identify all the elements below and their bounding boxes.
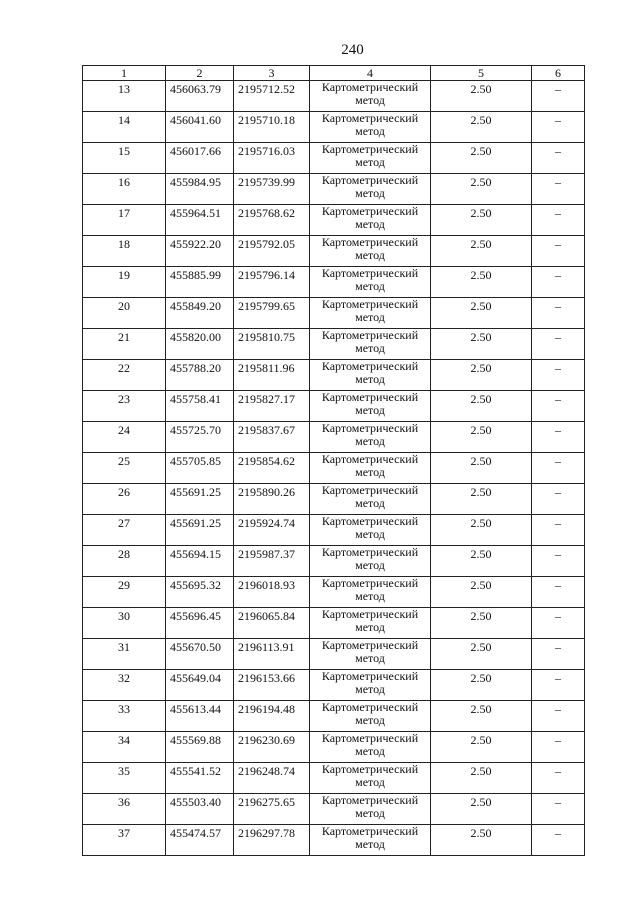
note-cell: – [532,112,585,143]
table-row [83,453,585,484]
table-row [83,143,585,174]
method-cell: Картометрический метод [310,639,431,670]
x-coordinate-cell: 455569.88 [166,732,234,763]
method-cell: Картометрический метод [310,546,431,577]
method-cell: Картометрический метод [310,112,431,143]
table-row [83,112,585,143]
point-number-cell: 30 [83,608,166,639]
y-coordinate-cell: 2195739.99 [234,174,310,205]
point-number-cell: 32 [83,670,166,701]
table-row [83,732,585,763]
table-header-row [83,66,585,81]
y-coordinate-cell: 2195768.62 [234,205,310,236]
method-cell: Картометрический метод [310,205,431,236]
accuracy-cell: 2.50 [431,453,532,484]
y-coordinate-cell: 2196248.74 [234,763,310,794]
note-cell: – [532,81,585,112]
accuracy-cell: 2.50 [431,143,532,174]
accuracy-cell: 2.50 [431,422,532,453]
method-cell: Картометрический метод [310,236,431,267]
note-cell: – [532,174,585,205]
y-coordinate-cell: 2196065.84 [234,608,310,639]
point-number-cell: 15 [83,143,166,174]
accuracy-cell: 2.50 [431,112,532,143]
table-row [83,236,585,267]
method-cell: Картометрический метод [310,825,431,856]
method-cell: Картометрический метод [310,763,431,794]
accuracy-cell: 2.50 [431,81,532,112]
method-cell: Картометрический метод [310,484,431,515]
note-cell: – [532,298,585,329]
table-row [83,174,585,205]
y-coordinate-cell: 2195837.67 [234,422,310,453]
note-cell: – [532,577,585,608]
point-number-cell: 17 [83,205,166,236]
method-cell: Картометрический метод [310,267,431,298]
accuracy-cell: 2.50 [431,701,532,732]
table-row [83,825,585,856]
accuracy-cell: 2.50 [431,763,532,794]
method-cell: Картометрический метод [310,360,431,391]
y-coordinate-cell: 2195811.96 [234,360,310,391]
method-cell: Картометрический метод [310,794,431,825]
accuracy-cell: 2.50 [431,577,532,608]
accuracy-cell: 2.50 [431,329,532,360]
table-row [83,670,585,701]
method-cell: Картометрический метод [310,143,431,174]
x-coordinate-cell: 455670.50 [166,639,234,670]
method-cell: Картометрический метод [310,453,431,484]
note-cell: – [532,422,585,453]
y-coordinate-cell: 2195827.17 [234,391,310,422]
x-coordinate-cell: 455691.25 [166,515,234,546]
point-number-cell: 28 [83,546,166,577]
point-number-cell: 16 [83,174,166,205]
y-coordinate-cell: 2196194.48 [234,701,310,732]
point-number-cell: 19 [83,267,166,298]
note-cell: – [532,329,585,360]
table-row [83,329,585,360]
accuracy-cell: 2.50 [431,360,532,391]
accuracy-cell: 2.50 [431,639,532,670]
x-coordinate-cell: 455695.32 [166,577,234,608]
note-cell: – [532,205,585,236]
x-coordinate-cell: 455725.70 [166,422,234,453]
note-cell: – [532,360,585,391]
y-coordinate-cell: 2196275.65 [234,794,310,825]
point-number-cell: 34 [83,732,166,763]
accuracy-cell: 2.50 [431,515,532,546]
x-coordinate-cell: 455503.40 [166,794,234,825]
y-coordinate-cell: 2195796.14 [234,267,310,298]
accuracy-cell: 2.50 [431,484,532,515]
point-number-cell: 29 [83,577,166,608]
note-cell: – [532,794,585,825]
method-cell: Картометрический метод [310,174,431,205]
x-coordinate-cell: 455541.52 [166,763,234,794]
table-row [83,484,585,515]
accuracy-cell: 2.50 [431,608,532,639]
note-cell: – [532,391,585,422]
y-coordinate-cell: 2196297.78 [234,825,310,856]
column-header: 3 [234,66,310,81]
method-cell: Картометрический метод [310,298,431,329]
method-cell: Картометрический метод [310,515,431,546]
y-coordinate-cell: 2195710.18 [234,112,310,143]
note-cell: – [532,453,585,484]
x-coordinate-cell: 455788.20 [166,360,234,391]
x-coordinate-cell: 455849.20 [166,298,234,329]
x-coordinate-cell: 455984.95 [166,174,234,205]
point-number-cell: 24 [83,422,166,453]
table-row [83,267,585,298]
method-cell: Картометрический метод [310,732,431,763]
coordinates-table [82,65,585,856]
table-row [83,515,585,546]
point-number-cell: 20 [83,298,166,329]
point-number-cell: 13 [83,81,166,112]
y-coordinate-cell: 2195987.37 [234,546,310,577]
table-row [83,422,585,453]
table-row [83,608,585,639]
y-coordinate-cell: 2195799.65 [234,298,310,329]
x-coordinate-cell: 455696.45 [166,608,234,639]
column-header: 1 [83,66,166,81]
y-coordinate-cell: 2196153.66 [234,670,310,701]
note-cell: – [532,608,585,639]
note-cell: – [532,546,585,577]
x-coordinate-cell: 455649.04 [166,670,234,701]
note-cell: – [532,267,585,298]
table-row [83,639,585,670]
point-number-cell: 37 [83,825,166,856]
x-coordinate-cell: 455820.00 [166,329,234,360]
method-cell: Картометрический метод [310,608,431,639]
note-cell: – [532,639,585,670]
column-header: 6 [532,66,585,81]
accuracy-cell: 2.50 [431,732,532,763]
accuracy-cell: 2.50 [431,205,532,236]
point-number-cell: 23 [83,391,166,422]
table-row [83,81,585,112]
point-number-cell: 33 [83,701,166,732]
point-number-cell: 18 [83,236,166,267]
table-row [83,298,585,329]
note-cell: – [532,143,585,174]
table-row [83,205,585,236]
note-cell: – [532,484,585,515]
page-number: 240 [341,42,364,58]
y-coordinate-cell: 2195810.75 [234,329,310,360]
note-cell: – [532,515,585,546]
x-coordinate-cell: 455705.85 [166,453,234,484]
method-cell: Картометрический метод [310,329,431,360]
y-coordinate-cell: 2195792.05 [234,236,310,267]
table-row [83,577,585,608]
column-header: 5 [431,66,532,81]
x-coordinate-cell: 455691.25 [166,484,234,515]
point-number-cell: 26 [83,484,166,515]
note-cell: – [532,236,585,267]
x-coordinate-cell: 455474.57 [166,825,234,856]
point-number-cell: 35 [83,763,166,794]
x-coordinate-cell: 456017.66 [166,143,234,174]
method-cell: Картометрический метод [310,670,431,701]
note-cell: – [532,732,585,763]
table-row [83,360,585,391]
table-row [83,391,585,422]
y-coordinate-cell: 2195890.26 [234,484,310,515]
note-cell: – [532,825,585,856]
method-cell: Картометрический метод [310,577,431,608]
method-cell: Картометрический метод [310,701,431,732]
y-coordinate-cell: 2195924.74 [234,515,310,546]
point-number-cell: 36 [83,794,166,825]
accuracy-cell: 2.50 [431,391,532,422]
point-number-cell: 25 [83,453,166,484]
accuracy-cell: 2.50 [431,236,532,267]
accuracy-cell: 2.50 [431,670,532,701]
x-coordinate-cell: 455922.20 [166,236,234,267]
x-coordinate-cell: 455613.44 [166,701,234,732]
method-cell: Картометрический метод [310,422,431,453]
y-coordinate-cell: 2195854.62 [234,453,310,484]
table-row [83,701,585,732]
y-coordinate-cell: 2195712.52 [234,81,310,112]
column-header: 2 [166,66,234,81]
y-coordinate-cell: 2195716.03 [234,143,310,174]
accuracy-cell: 2.50 [431,174,532,205]
table-row [83,763,585,794]
accuracy-cell: 2.50 [431,794,532,825]
point-number-cell: 21 [83,329,166,360]
point-number-cell: 22 [83,360,166,391]
x-coordinate-cell: 456063.79 [166,81,234,112]
accuracy-cell: 2.50 [431,298,532,329]
accuracy-cell: 2.50 [431,546,532,577]
y-coordinate-cell: 2196018.93 [234,577,310,608]
point-number-cell: 31 [83,639,166,670]
x-coordinate-cell: 455694.15 [166,546,234,577]
accuracy-cell: 2.50 [431,267,532,298]
x-coordinate-cell: 455964.51 [166,205,234,236]
table-row [83,546,585,577]
note-cell: – [532,670,585,701]
x-coordinate-cell: 455885.99 [166,267,234,298]
table-row [83,794,585,825]
y-coordinate-cell: 2196230.69 [234,732,310,763]
method-cell: Картометрический метод [310,81,431,112]
point-number-cell: 27 [83,515,166,546]
method-cell: Картометрический метод [310,391,431,422]
y-coordinate-cell: 2196113.91 [234,639,310,670]
column-header: 4 [310,66,431,81]
x-coordinate-cell: 456041.60 [166,112,234,143]
note-cell: – [532,701,585,732]
x-coordinate-cell: 455758.41 [166,391,234,422]
note-cell: – [532,763,585,794]
point-number-cell: 14 [83,112,166,143]
accuracy-cell: 2.50 [431,825,532,856]
